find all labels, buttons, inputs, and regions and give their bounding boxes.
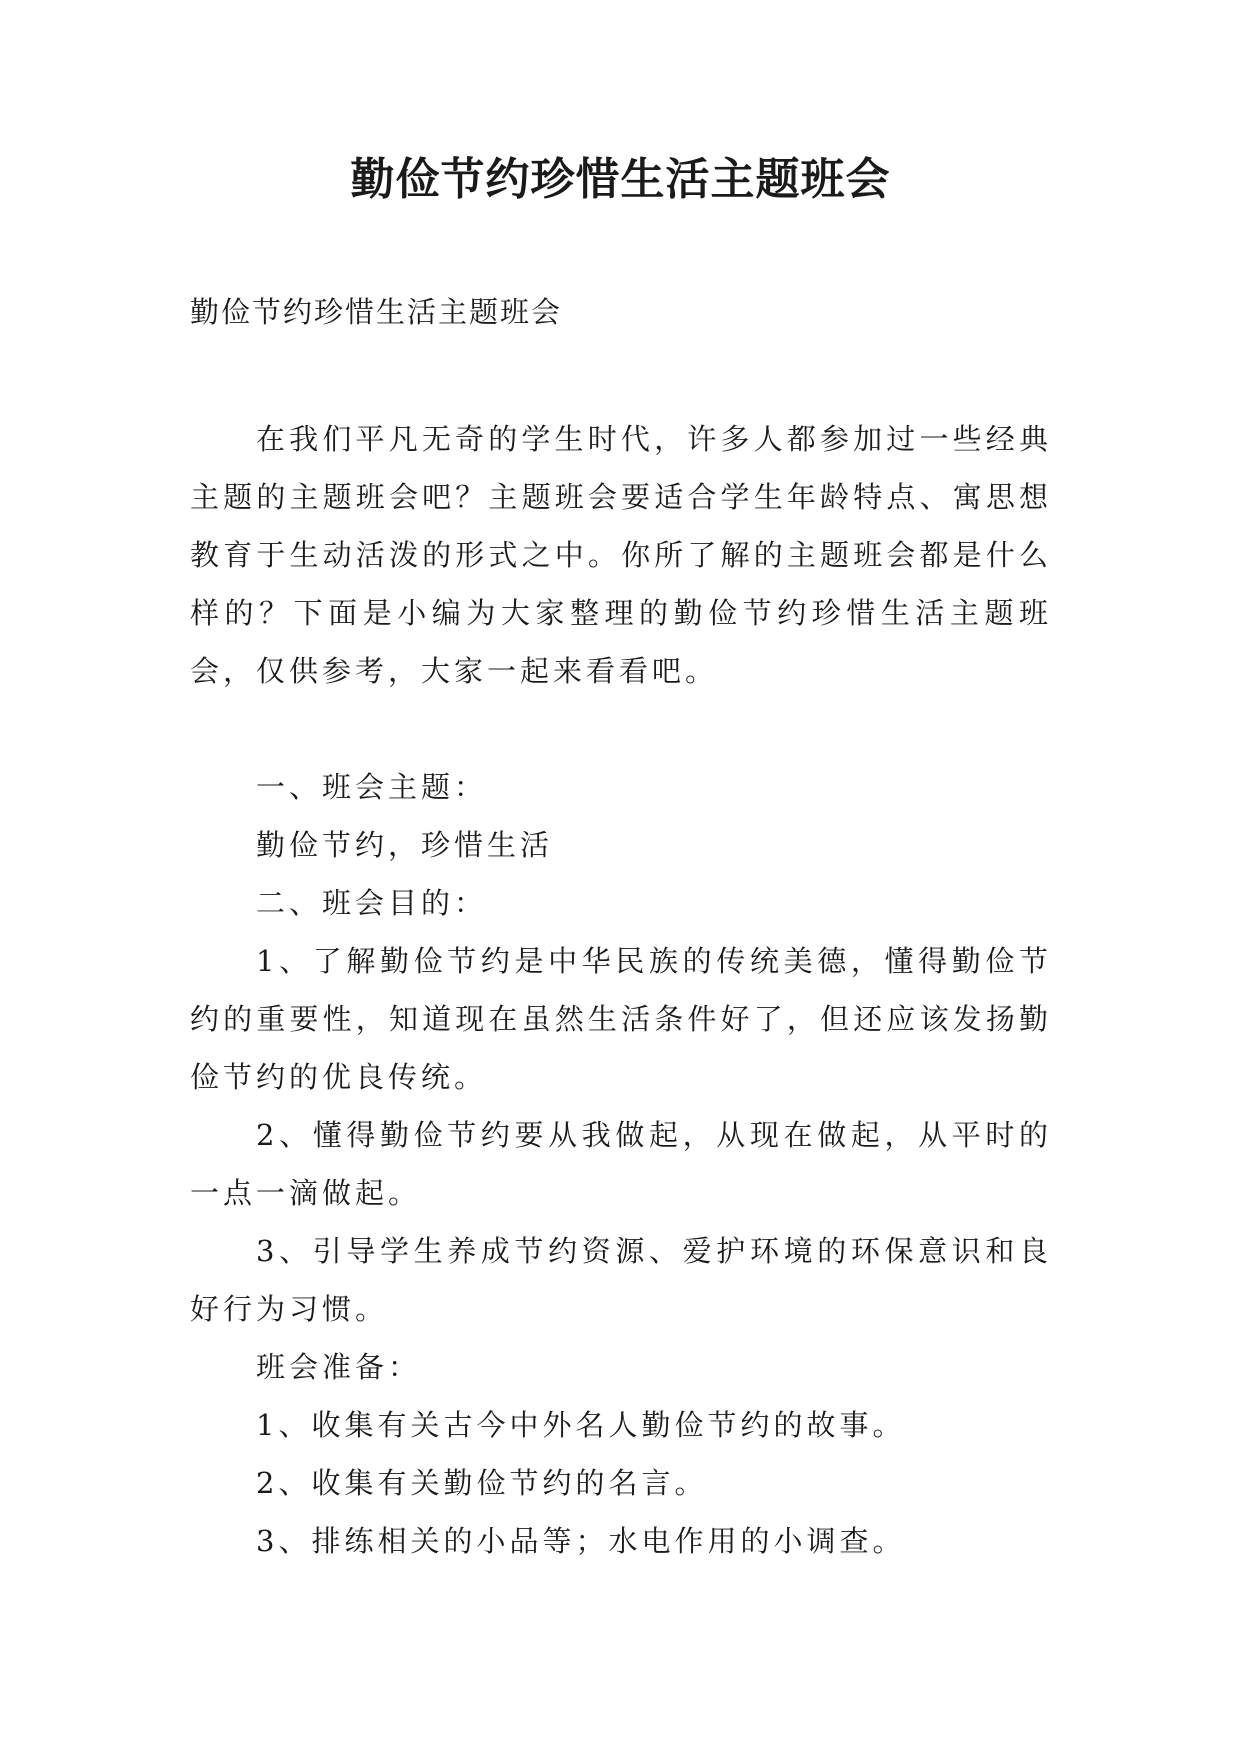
preparation-item-2: 2、收集有关勤俭节约的名言。: [256, 1466, 708, 1500]
preparation-item-1: 1、收集有关古今中外名人勤俭节约的故事。: [256, 1408, 906, 1442]
theme-text: 勤俭节约，珍惜生活: [256, 828, 554, 862]
paragraph-spacer: [190, 700, 1052, 758]
section-heading-preparation: 班会准备：: [256, 1350, 422, 1384]
document-body: [190, 410, 1052, 1570]
document-subtitle: 勤俭节约珍惜生活主题班会: [190, 295, 563, 329]
purpose-item-1: 1、了解勤俭节约是中华民族的传统美德，懂得勤俭节约的重要性，知道现在虽然生活条件好了，但还应该发扬勤俭节约的优良传统。: [190, 944, 1052, 1094]
intro-paragraph: 在我们平凡无奇的学生时代，许多人都参加过一些经典主题的主题班会吧？主题班会要适合学生年龄特点、寓思想教育于生动活泼的形式之中。你所了解的主题班会都是什么样的？下面是小编为大家整理的勤俭节约珍惜生活主题班会，仅供参考，大家一起来看看吧。: [190, 422, 1052, 688]
preparation-item-3: 3、排练相关的小品等；水电作用的小调查。: [256, 1524, 906, 1558]
document-title: 勤俭节约珍惜生活主题班会: [350, 154, 891, 205]
purpose-item-2: 2、懂得勤俭节约要从我做起，从现在做起，从平时的一点一滴做起。: [190, 1118, 1052, 1210]
purpose-item-3: 3、引导学生养成节约资源、爱护环境的环保意识和良好行为习惯。: [190, 1234, 1052, 1326]
section-heading-purpose: 二、班会目的：: [256, 886, 488, 920]
section-heading-theme: 一、班会主题：: [256, 770, 488, 804]
